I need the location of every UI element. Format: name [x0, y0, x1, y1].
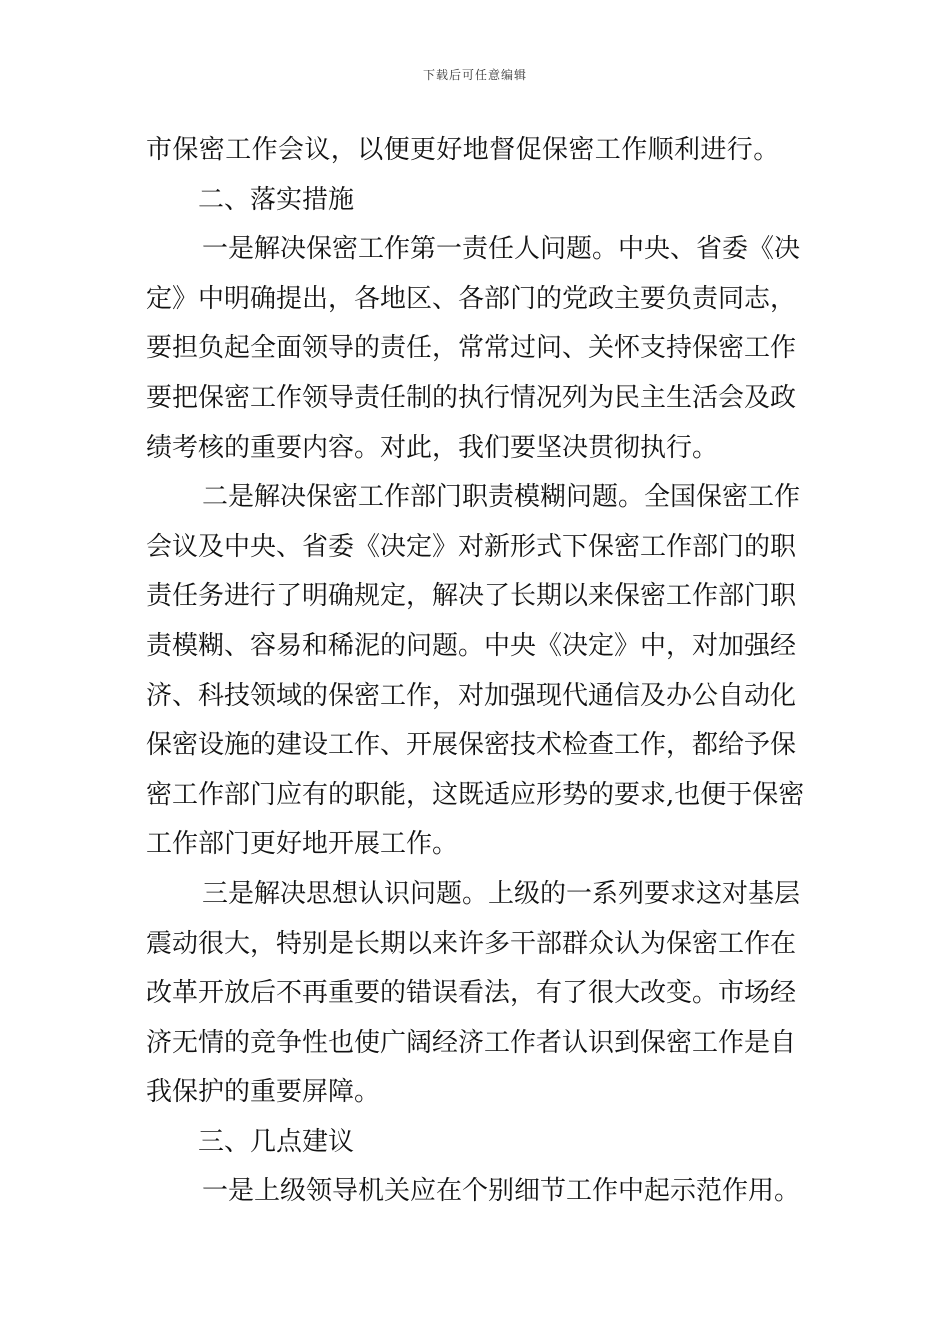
- paragraph-line: 二是解决保密工作部门职责模糊问题。全国保密工作: [202, 482, 801, 513]
- paragraph-line: 要把保密工作领导责任制的执行情况列为民主生活会及政: [146, 382, 797, 413]
- paragraph-line: 济无情的竞争性也使广阔经济工作者认识到保密工作是自: [146, 1027, 797, 1058]
- paragraph-line: 三是解决思想认识问题。上级的一系列要求这对基层: [202, 878, 801, 909]
- paragraph-line: 改革开放后不再重要的错误看法，有了很大改变。市场经: [146, 978, 797, 1009]
- paragraph-line: 保密设施的建设工作、开展保密技术检查工作，都给予保: [146, 730, 797, 761]
- paragraph-line: 我保护的重要屏障。: [146, 1077, 381, 1108]
- document-body: [146, 126, 810, 1217]
- paragraph-line: 一是解决保密工作第一责任人问题。中央、省委《决: [202, 234, 801, 265]
- paragraph-line: 会议及中央、省委《决定》对新形式下保密工作部门的职: [146, 531, 797, 562]
- header-note: 下载后可任意编辑: [422, 68, 527, 82]
- section-heading: 二、落实措施: [198, 184, 355, 215]
- paragraph-line: 震动很大，特别是长期以来许多干部群众认为保密工作在: [146, 928, 797, 959]
- paragraph-line: 一是上级领导机关应在个别细节工作中起示范作用。: [202, 1176, 801, 1207]
- paragraph-line: 工作部门更好地开展工作。: [146, 829, 459, 860]
- paragraph-line: 定》中明确提出，各地区、各部门的党政主要负责同志，: [146, 283, 797, 314]
- paragraph-line: 绩考核的重要内容。对此，我们要坚决贯彻执行。: [146, 432, 719, 463]
- paragraph-line: 市保密工作会议，以便更好地督促保密工作顺利进行。: [146, 135, 780, 165]
- paragraph-line: 责模糊、容易和稀泥的问题。中央《决定》中，对加强经: [146, 630, 797, 661]
- paragraph-line: 济、科技领域的保密工作，对加强现代通信及办公自动化: [146, 680, 797, 711]
- paragraph-line: 责任务进行了明确规定，解决了长期以来保密工作部门职: [146, 581, 797, 612]
- section-heading: 三、几点建议: [198, 1126, 355, 1157]
- paragraph-line: 密工作部门应有的职能，这既适应形势的要求,也便于保密: [146, 779, 805, 810]
- paragraph-line: 要担负起全面领导的责任，常常过问、关怀支持保密工作: [146, 333, 797, 364]
